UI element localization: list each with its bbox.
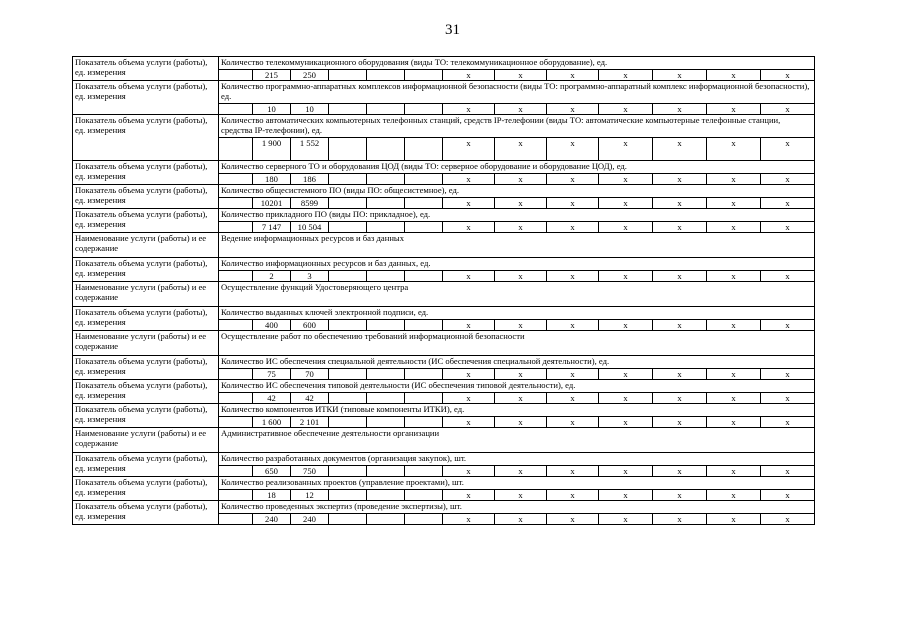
x-mark: x (599, 393, 653, 404)
x-mark: x (707, 514, 761, 525)
empty-cell (329, 174, 367, 185)
value-2020: 2 (253, 271, 291, 282)
service-name: Осуществление функций Удостоверяющего центра (219, 282, 815, 307)
x-mark: x (443, 70, 495, 81)
empty-cell (219, 514, 253, 525)
indicator-name: Количество компонентов ИТКИ (типовые компоненты ИТКИ), ед. (219, 404, 815, 417)
service-name: Осуществление работ по обеспечению требований информационной безопасности (219, 331, 815, 356)
empty-cell (405, 393, 443, 404)
page-number: 31 (445, 22, 460, 38)
x-mark: x (761, 271, 815, 282)
x-mark: x (707, 369, 761, 380)
x-mark: x (547, 174, 599, 185)
empty-cell (219, 222, 253, 233)
empty-cell (367, 138, 405, 161)
x-mark: x (653, 138, 707, 161)
x-mark: x (599, 417, 653, 428)
x-mark: x (761, 222, 815, 233)
x-mark: x (443, 417, 495, 428)
value-2020: 650 (253, 466, 291, 477)
service-row (73, 233, 815, 258)
indicator-name: Количество программно-аппаратных комплексов информационной безопасности (виды ТО: программно-аппаратный комплекс информационной безопасности), ед. (219, 81, 815, 104)
service-row (73, 282, 815, 307)
empty-cell (329, 222, 367, 233)
x-mark: x (761, 174, 815, 185)
empty-cell (219, 271, 253, 282)
empty-cell (405, 70, 443, 81)
indicator-row (73, 501, 815, 514)
indicator-label: Показатель объема услуги (работы), ед. измерения (73, 380, 219, 404)
x-mark: x (495, 70, 547, 81)
empty-cell (367, 393, 405, 404)
x-mark: x (599, 222, 653, 233)
indicator-name: Количество выданных ключей электронной подписи, ед. (219, 307, 815, 320)
x-mark: x (495, 514, 547, 525)
x-mark: x (653, 417, 707, 428)
value-2021: 10 (291, 104, 329, 115)
indicator-name: Количество автоматических компьютерных телефонных станций, средств IP-телефонии (виды ТО: автоматические компьютерные телефонные станции, средства IP-телефонии), ед. (219, 115, 815, 138)
service-row (73, 331, 815, 356)
x-mark: x (599, 514, 653, 525)
x-mark: x (599, 320, 653, 331)
x-mark: x (443, 466, 495, 477)
value-2020: 75 (253, 369, 291, 380)
x-mark: x (707, 222, 761, 233)
x-mark: x (599, 138, 653, 161)
x-mark: x (761, 490, 815, 501)
x-mark: x (443, 222, 495, 233)
empty-cell (329, 70, 367, 81)
empty-cell (219, 320, 253, 331)
x-mark: x (443, 271, 495, 282)
x-mark: x (443, 514, 495, 525)
x-mark: x (761, 369, 815, 380)
empty-cell (329, 514, 367, 525)
x-mark: x (653, 198, 707, 209)
x-mark: x (707, 320, 761, 331)
empty-cell (219, 393, 253, 404)
x-mark: x (653, 490, 707, 501)
indicator-name: Количество проведенных экспертиз (проведение экспертизы), шт. (219, 501, 815, 514)
indicator-label: Показатель объема услуги (работы), ед. измерения (73, 209, 219, 233)
empty-cell (329, 320, 367, 331)
empty-cell (329, 198, 367, 209)
empty-cell (219, 174, 253, 185)
service-name: Ведение информационных ресурсов и баз данных (219, 233, 815, 258)
value-2020: 400 (253, 320, 291, 331)
indicator-name: Количество ИС обеспечения специальной деятельности (ИС обеспечения специальной деятельности), ед. (219, 356, 815, 369)
empty-cell (219, 369, 253, 380)
indicator-row (73, 356, 815, 369)
value-2020: 1 900 (253, 138, 291, 161)
value-2020: 7 147 (253, 222, 291, 233)
service-label: Наименование услуги (работы) и ее содержание (73, 233, 219, 258)
empty-cell (405, 174, 443, 185)
x-mark: x (547, 417, 599, 428)
indicator-label: Показатель объема услуги (работы), ед. измерения (73, 453, 219, 477)
x-mark: x (547, 514, 599, 525)
x-mark: x (495, 198, 547, 209)
indicator-label: Показатель объема услуги (работы), ед. измерения (73, 356, 219, 380)
service-label: Наименование услуги (работы) и ее содержание (73, 428, 219, 453)
x-mark: x (707, 104, 761, 115)
x-mark: x (495, 104, 547, 115)
x-mark: x (653, 70, 707, 81)
x-mark: x (547, 104, 599, 115)
x-mark: x (495, 320, 547, 331)
value-2021: 750 (291, 466, 329, 477)
x-mark: x (761, 514, 815, 525)
indicator-label: Показатель объема услуги (работы), ед. измерения (73, 161, 219, 185)
empty-cell (405, 198, 443, 209)
indicator-row (73, 307, 815, 320)
empty-cell (367, 104, 405, 115)
indicator-label: Показатель объема услуги (работы), ед. измерения (73, 501, 219, 525)
x-mark: x (599, 369, 653, 380)
x-mark: x (653, 514, 707, 525)
empty-cell (367, 198, 405, 209)
indicator-label: Показатель объема услуги (работы), ед. измерения (73, 115, 219, 161)
empty-cell (367, 490, 405, 501)
value-2020: 18 (253, 490, 291, 501)
value-2020: 240 (253, 514, 291, 525)
x-mark: x (653, 104, 707, 115)
x-mark: x (443, 393, 495, 404)
value-2020: 215 (253, 70, 291, 81)
x-mark: x (443, 490, 495, 501)
x-mark: x (443, 174, 495, 185)
x-mark: x (495, 271, 547, 282)
value-2021: 70 (291, 369, 329, 380)
empty-cell (219, 70, 253, 81)
indicator-label: Показатель объема услуги (работы), ед. измерения (73, 404, 219, 428)
x-mark: x (495, 417, 547, 428)
x-mark: x (443, 104, 495, 115)
empty-cell (405, 369, 443, 380)
empty-cell (329, 138, 367, 161)
indicator-label: Показатель объема услуги (работы), ед. измерения (73, 258, 219, 282)
indicator-row (73, 161, 815, 174)
empty-cell (329, 271, 367, 282)
indicator-name: Количество ИС обеспечения типовой деятельности (ИС обеспечения типовой деятельности), ед. (219, 380, 815, 393)
x-mark: x (495, 490, 547, 501)
x-mark: x (443, 198, 495, 209)
x-mark: x (707, 490, 761, 501)
x-mark: x (495, 369, 547, 380)
empty-cell (405, 514, 443, 525)
empty-cell (405, 320, 443, 331)
x-mark: x (495, 466, 547, 477)
indicator-row (73, 404, 815, 417)
empty-cell (367, 466, 405, 477)
x-mark: x (707, 393, 761, 404)
value-2021: 42 (291, 393, 329, 404)
indicator-name: Количество реализованных проектов (управление проектами), шт. (219, 477, 815, 490)
indicator-label: Показатель объема услуги (работы), ед. измерения (73, 307, 219, 331)
x-mark: x (707, 174, 761, 185)
empty-cell (219, 466, 253, 477)
x-mark: x (761, 417, 815, 428)
empty-cell (405, 222, 443, 233)
x-mark: x (707, 417, 761, 428)
indicator-row (73, 453, 815, 466)
indicator-row (73, 115, 815, 138)
empty-cell (219, 138, 253, 161)
empty-cell (219, 417, 253, 428)
indicator-row (73, 209, 815, 222)
empty-cell (329, 369, 367, 380)
empty-cell (405, 104, 443, 115)
x-mark: x (653, 174, 707, 185)
x-mark: x (761, 466, 815, 477)
value-2020: 1 600 (253, 417, 291, 428)
value-2021: 250 (291, 70, 329, 81)
x-mark: x (547, 271, 599, 282)
x-mark: x (547, 70, 599, 81)
empty-cell (405, 417, 443, 428)
x-mark: x (547, 198, 599, 209)
value-2020: 10 (253, 104, 291, 115)
empty-cell (405, 138, 443, 161)
x-mark: x (653, 222, 707, 233)
empty-cell (219, 104, 253, 115)
empty-cell (329, 104, 367, 115)
x-mark: x (495, 222, 547, 233)
service-name: Административное обеспечение деятельности организации (219, 428, 815, 453)
x-mark: x (761, 198, 815, 209)
x-mark: x (547, 138, 599, 161)
x-mark: x (443, 138, 495, 161)
empty-cell (405, 490, 443, 501)
service-label: Наименование услуги (работы) и ее содержание (73, 331, 219, 356)
x-mark: x (653, 369, 707, 380)
x-mark: x (495, 138, 547, 161)
value-2021: 8599 (291, 198, 329, 209)
x-mark: x (547, 490, 599, 501)
value-2021: 3 (291, 271, 329, 282)
indicator-label: Показатель объема услуги (работы), ед. измерения (73, 477, 219, 501)
x-mark: x (761, 104, 815, 115)
x-mark: x (653, 271, 707, 282)
service-row (73, 428, 815, 453)
x-mark: x (761, 393, 815, 404)
value-2021: 1 552 (291, 138, 329, 161)
value-2021: 186 (291, 174, 329, 185)
x-mark: x (761, 70, 815, 81)
x-mark: x (599, 174, 653, 185)
indicator-name: Количество серверного ТО и оборудования ЦОД (виды ТО: серверное оборудование и оборудование ЦОД), ед. (219, 161, 815, 174)
empty-cell (405, 271, 443, 282)
value-2021: 10 504 (291, 222, 329, 233)
empty-cell (367, 320, 405, 331)
x-mark: x (547, 320, 599, 331)
empty-cell (329, 490, 367, 501)
empty-cell (405, 466, 443, 477)
empty-cell (329, 417, 367, 428)
x-mark: x (599, 104, 653, 115)
x-mark: x (547, 222, 599, 233)
service-label: Наименование услуги (работы) и ее содержание (73, 282, 219, 307)
x-mark: x (707, 138, 761, 161)
indicator-name: Количество телекоммуникационного оборудования (виды ТО: телекоммуникационное оборудование), ед. (219, 57, 815, 70)
x-mark: x (547, 369, 599, 380)
indicator-row (73, 57, 815, 70)
services-table (72, 56, 815, 525)
x-mark: x (547, 393, 599, 404)
x-mark: x (599, 271, 653, 282)
x-mark: x (761, 138, 815, 161)
indicator-label: Показатель объема услуги (работы), ед. измерения (73, 81, 219, 115)
x-mark: x (653, 466, 707, 477)
empty-cell (367, 417, 405, 428)
empty-cell (367, 70, 405, 81)
indicator-row (73, 477, 815, 490)
empty-cell (219, 490, 253, 501)
indicator-label: Показатель объема услуги (работы), ед. измерения (73, 185, 219, 209)
x-mark: x (495, 174, 547, 185)
empty-cell (367, 514, 405, 525)
value-2021: 600 (291, 320, 329, 331)
x-mark: x (707, 271, 761, 282)
indicator-label: Показатель объема услуги (работы), ед. измерения (73, 57, 219, 81)
empty-cell (367, 174, 405, 185)
x-mark: x (599, 490, 653, 501)
x-mark: x (653, 320, 707, 331)
x-mark: x (599, 198, 653, 209)
empty-cell (329, 466, 367, 477)
x-mark: x (653, 393, 707, 404)
x-mark: x (707, 70, 761, 81)
indicator-row (73, 81, 815, 104)
value-2020: 10201 (253, 198, 291, 209)
x-mark: x (707, 466, 761, 477)
x-mark: x (599, 466, 653, 477)
value-2020: 42 (253, 393, 291, 404)
value-2021: 240 (291, 514, 329, 525)
x-mark: x (443, 369, 495, 380)
indicator-name: Количество общесистемного ПО (виды ПО: общесистемное), ед. (219, 185, 815, 198)
value-2021: 2 101 (291, 417, 329, 428)
empty-cell (329, 393, 367, 404)
value-2020: 180 (253, 174, 291, 185)
x-mark: x (547, 466, 599, 477)
x-mark: x (599, 70, 653, 81)
indicator-row (73, 258, 815, 271)
value-2021: 12 (291, 490, 329, 501)
x-mark: x (443, 320, 495, 331)
indicator-row (73, 380, 815, 393)
empty-cell (219, 198, 253, 209)
empty-cell (367, 271, 405, 282)
x-mark: x (495, 393, 547, 404)
indicator-row (73, 185, 815, 198)
empty-cell (367, 369, 405, 380)
x-mark: x (707, 198, 761, 209)
indicator-name: Количество прикладного ПО (виды ПО: прикладное), ед. (219, 209, 815, 222)
indicator-name: Количество информационных ресурсов и баз данных, ед. (219, 258, 815, 271)
indicator-name: Количество разработанных документов (организация закупок), шт. (219, 453, 815, 466)
empty-cell (367, 222, 405, 233)
x-mark: x (761, 320, 815, 331)
